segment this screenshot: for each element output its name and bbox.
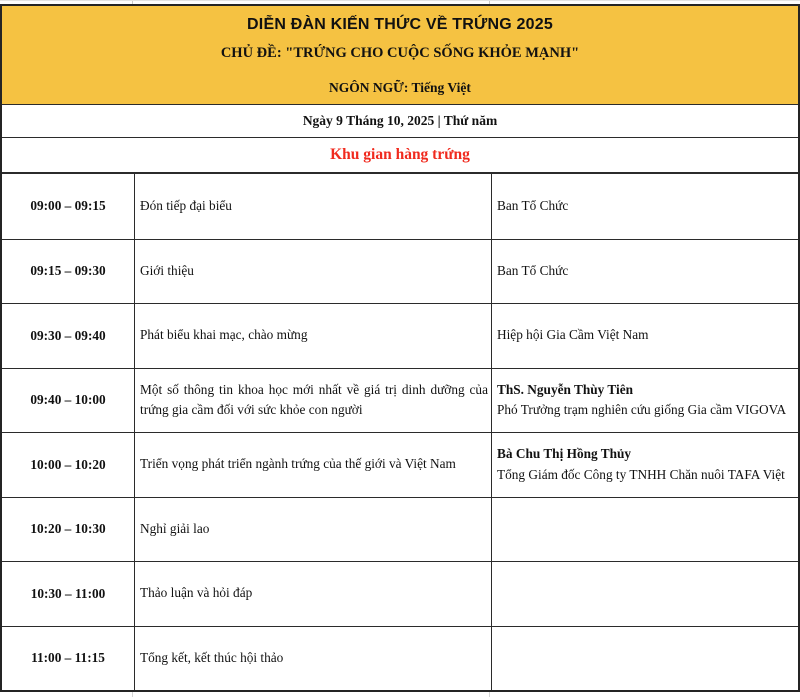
time-cell: 11:00 – 11:15 [31, 650, 105, 666]
time-cell: 10:20 – 10:30 [30, 521, 106, 537]
presenter-name: Bà Chu Thị Hồng Thủy [497, 446, 632, 462]
presenter-text: Ban Tổ Chức [497, 197, 569, 213]
presenter-name: ThS. Nguyễn Thùy Tiên [497, 381, 633, 397]
time-cell: 10:00 – 10:20 [30, 456, 106, 472]
schedule-row [2, 432, 798, 497]
presenter-text: Tổng Giám đốc Công ty TNHH Chăn nuôi TAFA Việt [497, 466, 785, 482]
time-cell: 09:30 – 09:40 [30, 327, 106, 343]
event-theme: CHỦ ĐỀ: "TRỨNG CHO CUỘC SỐNG KHỎE MẠNH" [220, 45, 580, 61]
activity-cell: Nghỉ giải lao [134, 498, 491, 562]
section-title: Khu gian hàng trứng [2, 137, 798, 172]
column-line-stub [132, 692, 133, 697]
date-bar: Ngày 9 Tháng 10, 2025 | Thứ năm [2, 104, 798, 137]
schedule-row [2, 497, 798, 562]
presenter-cell [491, 174, 798, 239]
presenter-cell [491, 562, 798, 626]
activity-cell: Đón tiếp đại biểu [134, 174, 491, 239]
activity-cell: Triển vọng phát triển ngành trứng của thế giới và Việt Nam [134, 433, 491, 497]
column-line-stub [132, 1, 133, 4]
schedule-row [2, 561, 798, 626]
presenter-text: Phó Trưởng trạm nghiên cứu giống Gia cầm VIGOVA [497, 402, 787, 418]
column-line-stub [489, 692, 490, 697]
schedule-row [2, 368, 798, 433]
presenter-text: Hiệp hội Gia Cầm Việt Nam [497, 327, 649, 343]
column-line-stub [489, 1, 490, 4]
agenda-sheet [0, 4, 800, 692]
schedule-row [2, 303, 798, 368]
presenter-cell [491, 627, 798, 691]
activity-cell: Thảo luận và hỏi đáp [134, 562, 491, 626]
presenter-cell [491, 304, 798, 368]
presenter-cell [491, 498, 798, 562]
activity-cell: Tổng kết, kết thúc hội thảo [134, 627, 491, 691]
time-cell: 09:40 – 10:00 [30, 392, 106, 408]
schedule-row [2, 239, 798, 304]
presenter-cell [491, 240, 798, 304]
event-title: DIỄN ĐÀN KIẾN THỨC VỀ TRỨNG 2025 [247, 16, 553, 33]
presenter-cell [491, 369, 798, 433]
schedule-row [2, 174, 798, 239]
schedule-row [2, 626, 798, 691]
activity-cell: Phát biểu khai mạc, chào mừng [134, 304, 491, 368]
event-header [2, 6, 798, 104]
schedule-table [2, 172, 798, 690]
presenter-text: Ban Tổ Chức [497, 262, 569, 278]
clipped-row-below [0, 692, 800, 700]
event-language: NGÔN NGỮ: Tiếng Việt [329, 80, 471, 95]
activity-cell: Giới thiệu [134, 240, 491, 304]
clipped-row-above [0, 0, 800, 4]
activity-cell: Một số thông tin khoa học mới nhất về giá trị dinh dưỡng của trứng gia cầm đối với sức khỏe con người [134, 369, 491, 433]
time-cell: 09:00 – 09:15 [30, 198, 106, 214]
presenter-cell [491, 433, 798, 497]
time-cell: 09:15 – 09:30 [30, 263, 106, 279]
time-cell: 10:30 – 11:00 [30, 585, 106, 601]
